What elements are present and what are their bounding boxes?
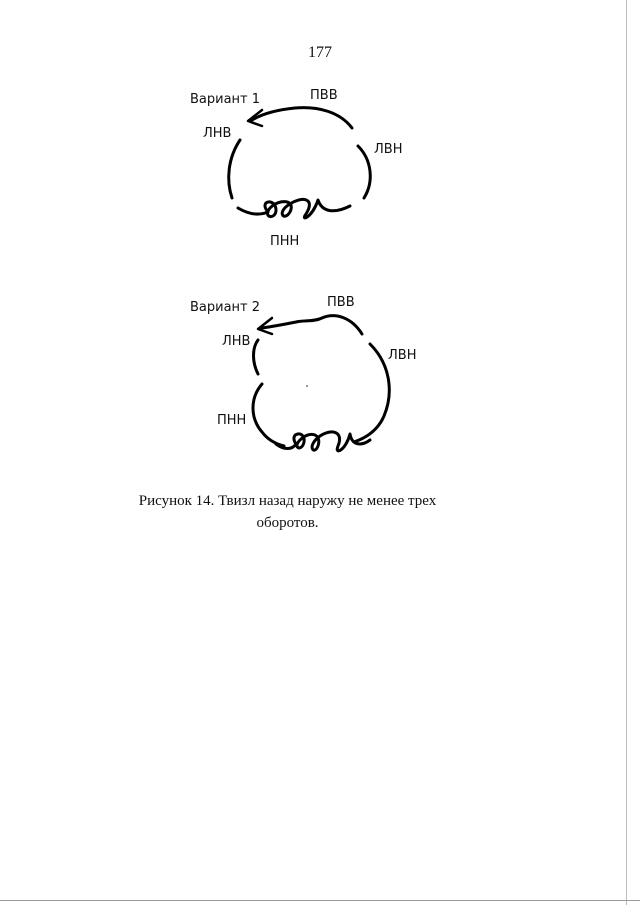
scan-edge-bottom bbox=[0, 900, 640, 901]
variant-2-label-pvv: ПВВ bbox=[327, 295, 355, 310]
page-number: 177 bbox=[308, 44, 332, 61]
figure-caption bbox=[0, 490, 575, 534]
caption-line-2: оборотов. bbox=[256, 515, 319, 531]
variant-2-arc-lnv bbox=[254, 340, 259, 374]
variant-2-arc-pvv bbox=[262, 316, 362, 334]
variant-2-title: Вариант 2 bbox=[190, 300, 261, 315]
variant-2-label-lnv: ЛНВ bbox=[222, 334, 251, 349]
variant-1-title: Вариант 1 bbox=[190, 92, 261, 107]
variant-2-label-lvn: ЛВН bbox=[388, 348, 417, 363]
variant-2-arc-lvn bbox=[354, 344, 389, 442]
variant-1-label-lvn: ЛВН bbox=[374, 142, 403, 157]
variant-1-label-lnv: ЛНВ bbox=[203, 126, 232, 141]
variant-2-label-pnn: ПНН bbox=[217, 413, 247, 428]
caption-line-1: Рисунок 14. Твизл назад наружу не менее трех bbox=[138, 493, 437, 509]
variant-2-arc-pnn bbox=[253, 384, 284, 446]
scan-edge-right bbox=[626, 0, 627, 905]
variant-1-label-pvv: ПВВ bbox=[310, 88, 338, 103]
variant-2-center-dot bbox=[306, 385, 308, 387]
variant-1-label-pnn: ПНН bbox=[270, 234, 300, 249]
